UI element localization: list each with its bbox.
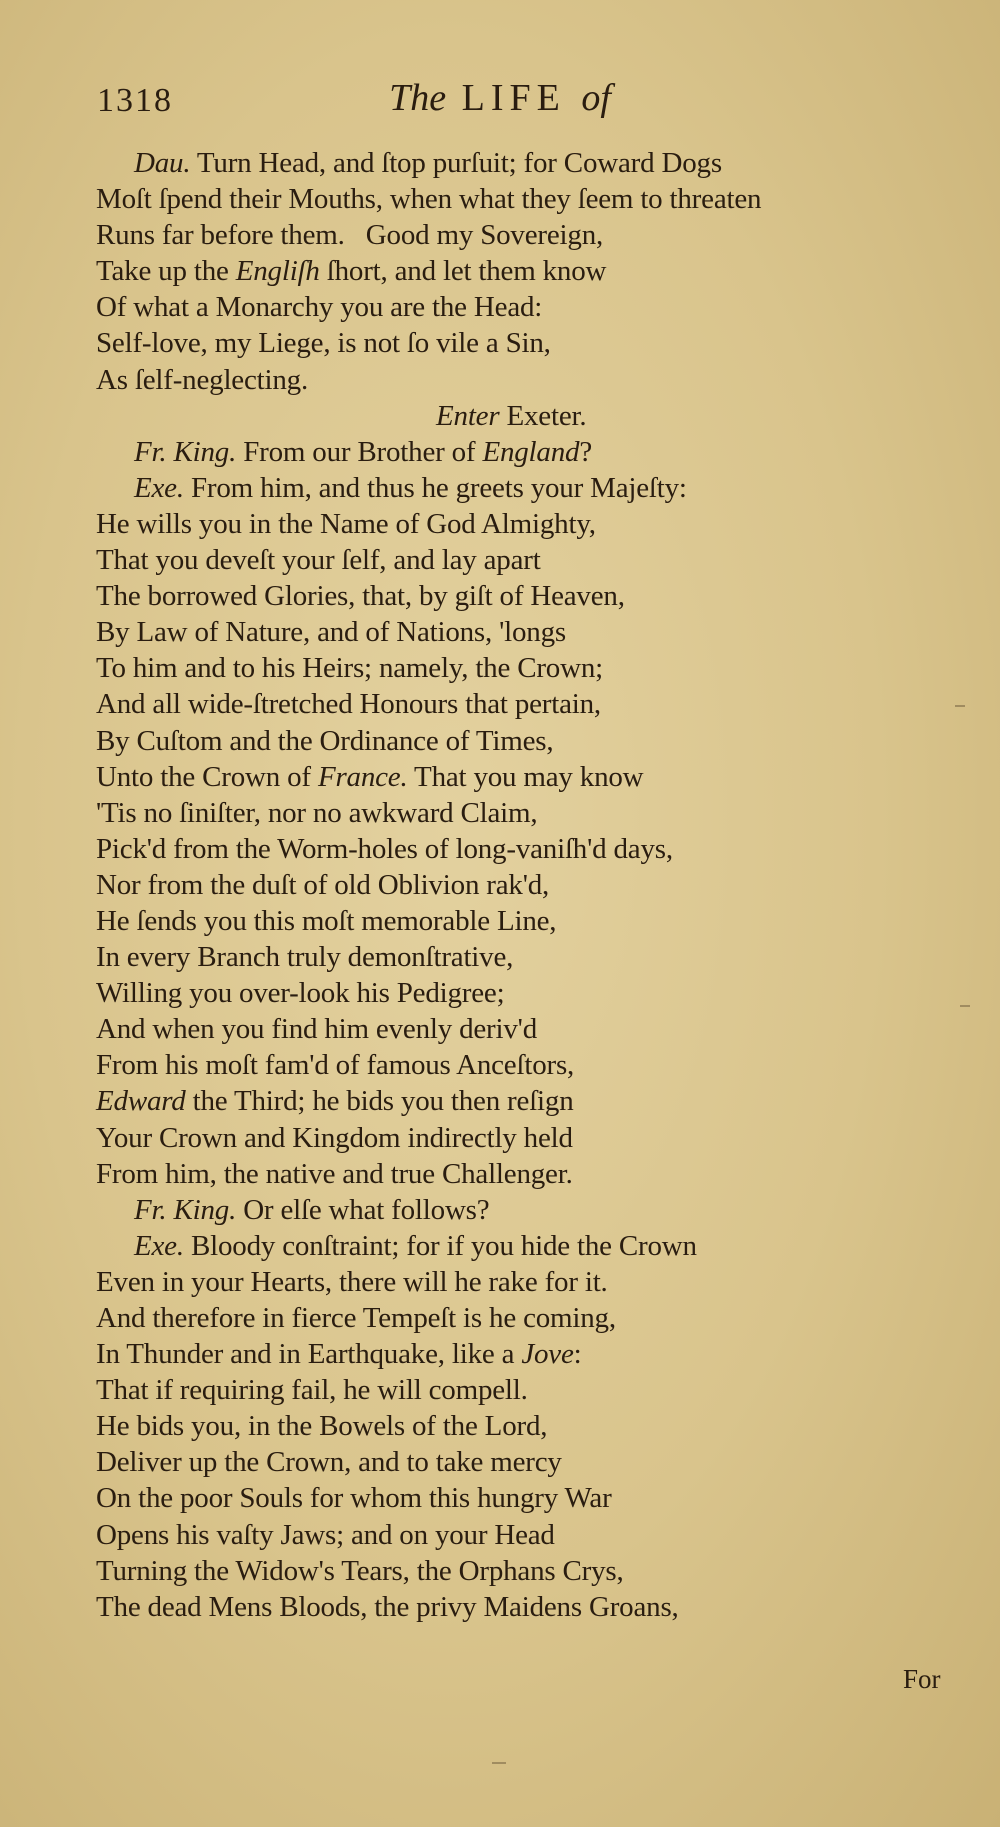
text-line	[96, 1156, 761, 1192]
text-segment: The borrowed Glories, that, by giſt of Heaven,	[96, 580, 625, 613]
text-line	[96, 650, 761, 686]
text-line	[96, 434, 761, 470]
text-segment: the Third; he bids you then reſign	[185, 1085, 574, 1118]
text-segment: And therefore in fierce Tempeſt is he coming,	[96, 1302, 616, 1334]
text-line	[96, 723, 761, 759]
text-segment: To him and to his Heirs; namely, the Crown;	[96, 652, 603, 685]
text-segment: ?	[579, 435, 592, 468]
text-segment: Nor from the duſt of old Oblivion rak'd,	[96, 868, 550, 901]
text-line	[96, 398, 761, 434]
text-segment: And all wide-ſtretched Honours that pertain,	[96, 688, 601, 721]
text-line	[96, 831, 761, 867]
text-segment: Or elſe what follows?	[236, 1193, 490, 1226]
text-segment: In Thunder and in Earthquake, like a	[96, 1338, 522, 1371]
text-segment: Self-love, my Liege, is not ſo vile a Sin,	[96, 327, 551, 360]
text-line	[96, 1120, 761, 1156]
italic-text: France.	[317, 760, 408, 793]
page-speck	[960, 1005, 970, 1007]
text-line	[96, 795, 761, 831]
text-segment: By Law of Nature, and of Nations, 'longs	[96, 616, 566, 649]
italic-text: Edward	[96, 1085, 186, 1118]
text-segment: In every Branch truly demonſtrative,	[96, 941, 514, 974]
text-segment: He ſends you this moſt memorable Line,	[96, 904, 557, 937]
text-line	[96, 759, 761, 795]
text-segment: Willing you over-look his Pedigree;	[96, 977, 505, 1010]
text-segment: Take up the	[96, 255, 236, 288]
text-segment: Deliver up the Crown, and to take mercy	[96, 1446, 562, 1479]
text-line	[96, 181, 761, 217]
running-title	[0, 76, 1000, 120]
text-segment: 'Tis no ſiniſter, nor no awkward Claim,	[96, 796, 538, 829]
text-line	[96, 470, 761, 506]
text-line	[96, 975, 761, 1011]
text-segment: From our Brother of	[236, 435, 483, 468]
text-segment: He wills you in the Name of God Almighty,	[96, 507, 596, 540]
text-line	[96, 1011, 761, 1047]
text-segment: Of what a Monarchy you are the Head:	[96, 291, 543, 324]
text-line	[96, 1300, 761, 1336]
text-line	[96, 325, 761, 361]
page-speck	[492, 1762, 506, 1764]
page-speck	[955, 705, 965, 707]
running-title-the: The	[389, 77, 447, 119]
text-line	[96, 1480, 761, 1516]
text-segment: Pick'd from the Worm-holes of long-vaniſh'd days,	[96, 832, 673, 865]
running-title-life: LIFE	[461, 77, 566, 119]
verse-text	[96, 145, 761, 1625]
text-segment: As ſelf-neglecting.	[96, 363, 309, 396]
text-segment: The dead Mens Bloods, the privy Maidens Groans,	[96, 1590, 679, 1623]
text-segment: On the poor Souls for whom this hungry War	[96, 1482, 612, 1515]
text-line	[96, 1589, 761, 1625]
text-segment: Even in your Hearts, there will he rake for it.	[96, 1265, 608, 1298]
text-segment: From him, the native and true Challenger.	[96, 1157, 573, 1190]
text-line	[96, 217, 761, 253]
text-segment: And when you find him evenly deriv'd	[96, 1013, 537, 1046]
text-line	[96, 145, 761, 181]
text-line	[96, 1083, 761, 1119]
text-line	[96, 867, 761, 903]
italic-text: Fr. King.	[134, 435, 237, 468]
text-segment: Bloody conſtraint; for if you hide the Crown	[183, 1229, 697, 1262]
text-segment: By Cuſtom and the Ordinance of Times,	[96, 724, 554, 757]
text-line	[96, 542, 761, 578]
text-segment: He bids you, in the Bowels of the Lord,	[96, 1410, 548, 1443]
text-segment: Moſt ſpend their Mouths, when what they ſeem to threaten	[96, 183, 762, 216]
text-segment: :	[573, 1338, 582, 1371]
text-line	[96, 1408, 761, 1444]
text-line	[96, 1228, 761, 1264]
text-line	[96, 1444, 761, 1480]
italic-text: Fr. King.	[134, 1193, 237, 1226]
text-line	[96, 289, 761, 325]
italic-text: Enter	[436, 399, 500, 432]
text-segment: That you deveſt your ſelf, and lay apart	[96, 544, 541, 577]
text-line	[96, 939, 761, 975]
text-segment: Unto the Crown of	[96, 760, 318, 793]
text-segment: Exeter.	[499, 399, 587, 432]
text-segment: From him, and thus he greets your Majeſty:	[183, 471, 687, 504]
italic-text: Dau.	[134, 147, 191, 179]
italic-text: Exe.	[134, 471, 184, 504]
text-line	[96, 1553, 761, 1589]
running-title-of: of	[581, 77, 611, 119]
text-segment: Runs far before them. Good my Sovereign,	[96, 219, 604, 252]
text-segment: From his moſt fam'd of famous Anceſtors,	[96, 1049, 575, 1082]
text-line	[96, 1264, 761, 1300]
text-segment: That you may know	[407, 760, 644, 793]
italic-text: Engliſh	[235, 255, 320, 288]
text-line	[96, 1372, 761, 1408]
text-line	[96, 1192, 761, 1228]
text-line	[96, 362, 761, 398]
text-segment: Your Crown and Kingdom indirectly held	[96, 1121, 573, 1154]
text-segment: Turning the Widow's Tears, the Orphans Crys,	[96, 1554, 624, 1587]
text-line	[96, 1047, 761, 1083]
text-segment: Turn Head, and ſtop purſuit; for Coward Dogs	[190, 147, 722, 179]
text-line	[96, 1336, 761, 1372]
text-segment: Opens his vaſty Jaws; and on your Head	[96, 1518, 555, 1551]
page-number: 1318	[97, 82, 173, 119]
italic-text: Exe.	[134, 1229, 184, 1262]
text-segment: That if requiring fail, he will compell.	[96, 1374, 528, 1407]
text-segment: ſhort, and let them know	[319, 255, 607, 288]
text-line	[96, 614, 761, 650]
text-line	[96, 686, 761, 722]
text-line	[96, 506, 761, 542]
italic-text: England	[482, 435, 580, 468]
text-line	[96, 578, 761, 614]
text-line	[96, 253, 761, 289]
italic-text: Jove	[521, 1338, 574, 1371]
text-line	[96, 1517, 761, 1553]
text-line	[96, 903, 761, 939]
catchword: For	[903, 1664, 941, 1694]
